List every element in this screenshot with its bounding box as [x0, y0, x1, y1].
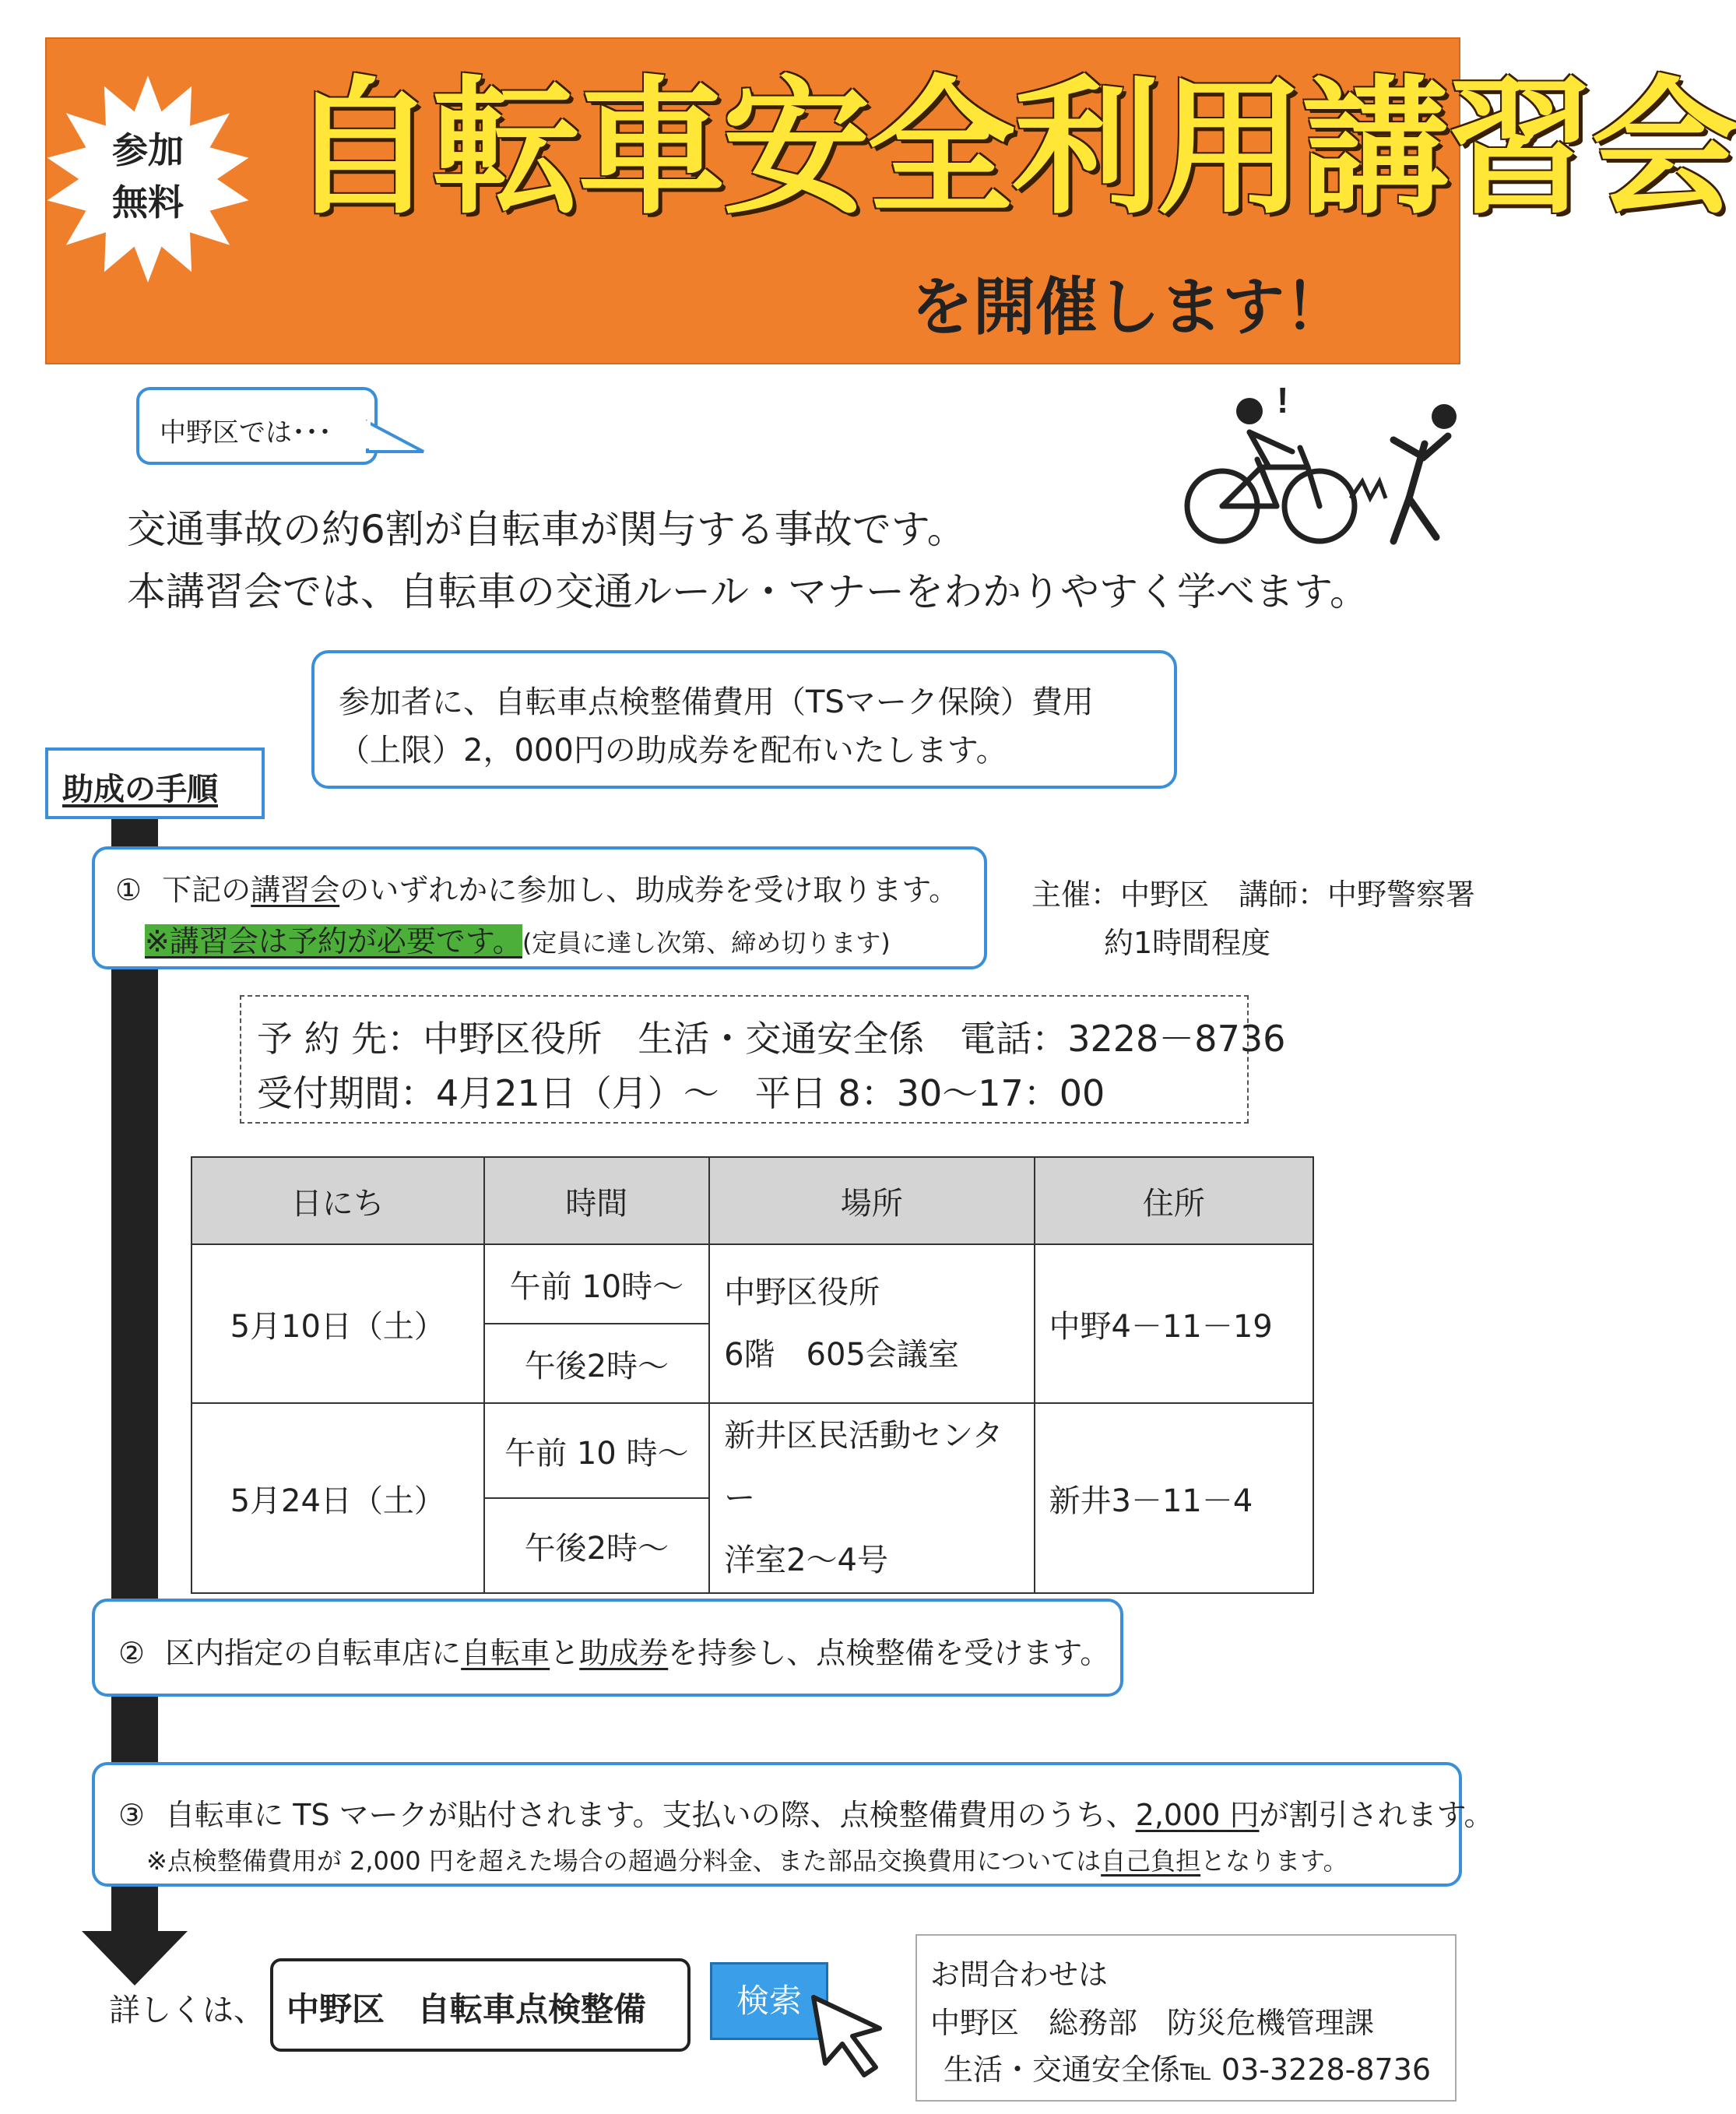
step-3-text-part: 自転車に TS マークが貼付されます。支払いの際、点検整備費用のうち、	[165, 1798, 1136, 1832]
schedule-table	[191, 1156, 1314, 1594]
step-1-text-underlined: 講習会	[251, 873, 340, 907]
step-1-note	[145, 917, 891, 960]
step-3-note-part: となります。	[1200, 1846, 1348, 1876]
intro-line-1: 交通事故の約6割が自転車が関与する事故です。	[127, 507, 966, 552]
step-2-bicycle: 自転車	[461, 1636, 550, 1670]
column-header-date: 日にち	[192, 1157, 484, 1244]
step-2-text-part: を持参し、点検整備を受けます。	[668, 1636, 1110, 1670]
steps-label: 助成の手順	[62, 772, 218, 807]
step-1-number: ①	[115, 873, 142, 907]
subsidy-line-1: 参加者に、自転車点検整備費用（TSマーク保険）費用	[339, 684, 1094, 720]
speech-bubble-tail-icon	[366, 420, 428, 459]
svg-text:!: !	[1277, 380, 1289, 420]
contact-phone: 生活・交通安全係℡ 03-3228-8736	[944, 2052, 1432, 2087]
organizer-line: 主催：中野区 講師：中野警察署	[1031, 878, 1476, 912]
contact-title: お問合わせは	[930, 1957, 1109, 1992]
step-2-text-part: と	[550, 1636, 580, 1670]
page-subtitle: を開催します！	[911, 271, 1347, 343]
capacity-note: (定員に達し次第、締め切ります)	[522, 928, 891, 958]
reservation-period: 受付期間：4月21日（月）～ 平日 8：30～17：00	[257, 1072, 1105, 1114]
step-2-text	[118, 1629, 1109, 1672]
place-line: 新井区民活動センター	[724, 1418, 1003, 1516]
search-button[interactable]: 検索	[710, 1962, 828, 2040]
intro-line-2: 本講習会では、自転車の交通ルール・マナーをわかりやすく学べます。	[127, 569, 1369, 614]
step-2-voucher: 助成券	[579, 1636, 669, 1670]
step-3-text-part: が割引されます。	[1259, 1798, 1494, 1832]
date-cell: 5月24日（土）	[192, 1403, 484, 1593]
time-cell: 午前 10 時～	[484, 1403, 710, 1498]
speech-bubble-text: 中野区では･･･	[160, 417, 332, 448]
subsidy-line-2: （上限）2，000円の助成券を配布いたします。	[339, 733, 1007, 769]
column-header-place: 場所	[709, 1157, 1034, 1244]
column-header-time: 時間	[484, 1157, 710, 1244]
search-keyword: 中野区 自転車点検整備	[286, 1990, 647, 2028]
place-line: 中野区役所	[724, 1275, 880, 1310]
place-cell	[709, 1403, 1034, 1593]
address-cell: 新井3－11－4	[1035, 1403, 1314, 1593]
table-header-row	[192, 1157, 1313, 1244]
time-cell: 午後2時～	[484, 1324, 710, 1403]
place-line: 洋室2～4号	[724, 1542, 888, 1578]
duration-line: 約1時間程度	[1104, 926, 1271, 960]
step-1-text-post: のいずれかに参加し、助成券を受け取ります。	[339, 873, 959, 907]
step-1-text-pre: 下記の	[162, 873, 251, 907]
cursor-arrow-icon	[810, 1993, 895, 2079]
step-3-note-part: ※点検整備費用が 2,000 円を超えた場合の超過分料金、また部品交換費用については	[146, 1846, 1102, 1876]
contact-department: 中野区 総務部 防災危機管理課	[930, 2006, 1375, 2040]
badge-line-1: 参加	[112, 129, 184, 171]
bicycle-accident-icon	[1175, 382, 1464, 561]
details-prefix: 詳しくは、	[109, 1993, 265, 2028]
step-2-text-part: 区内指定の自転車店に	[165, 1636, 462, 1670]
flow-arrow-down-icon	[82, 1931, 188, 1987]
self-pay-note: 自己負担	[1101, 1846, 1201, 1876]
step-3-discount: 2,000 円	[1135, 1798, 1260, 1832]
time-cell: 午前 10時～	[484, 1244, 710, 1324]
step-2-number: ②	[118, 1636, 146, 1670]
table-row	[192, 1403, 1313, 1498]
badge-label	[78, 125, 218, 228]
step-3-number: ③	[118, 1798, 146, 1832]
time-cell: 午後2時～	[484, 1498, 710, 1593]
page-title: 自転車安全利用講習会	[288, 62, 1736, 234]
step-3-text	[118, 1791, 1493, 1834]
table-row	[192, 1244, 1313, 1324]
column-header-address: 住所	[1035, 1157, 1314, 1244]
badge-line-2: 無料	[112, 181, 184, 223]
step-3-note	[146, 1841, 1348, 1877]
reservation-contact: 予 約 先：中野区役所 生活・交通安全係 電話：3228－8736	[257, 1018, 1286, 1060]
place-cell	[709, 1244, 1034, 1403]
step-1-text	[115, 866, 958, 909]
reservation-required-note: ※講習会は予約が必要です。	[145, 924, 522, 959]
place-line: 6階 605会議室	[724, 1337, 959, 1373]
date-cell: 5月10日（土）	[192, 1244, 484, 1403]
address-cell: 中野4－11－19	[1035, 1244, 1314, 1403]
